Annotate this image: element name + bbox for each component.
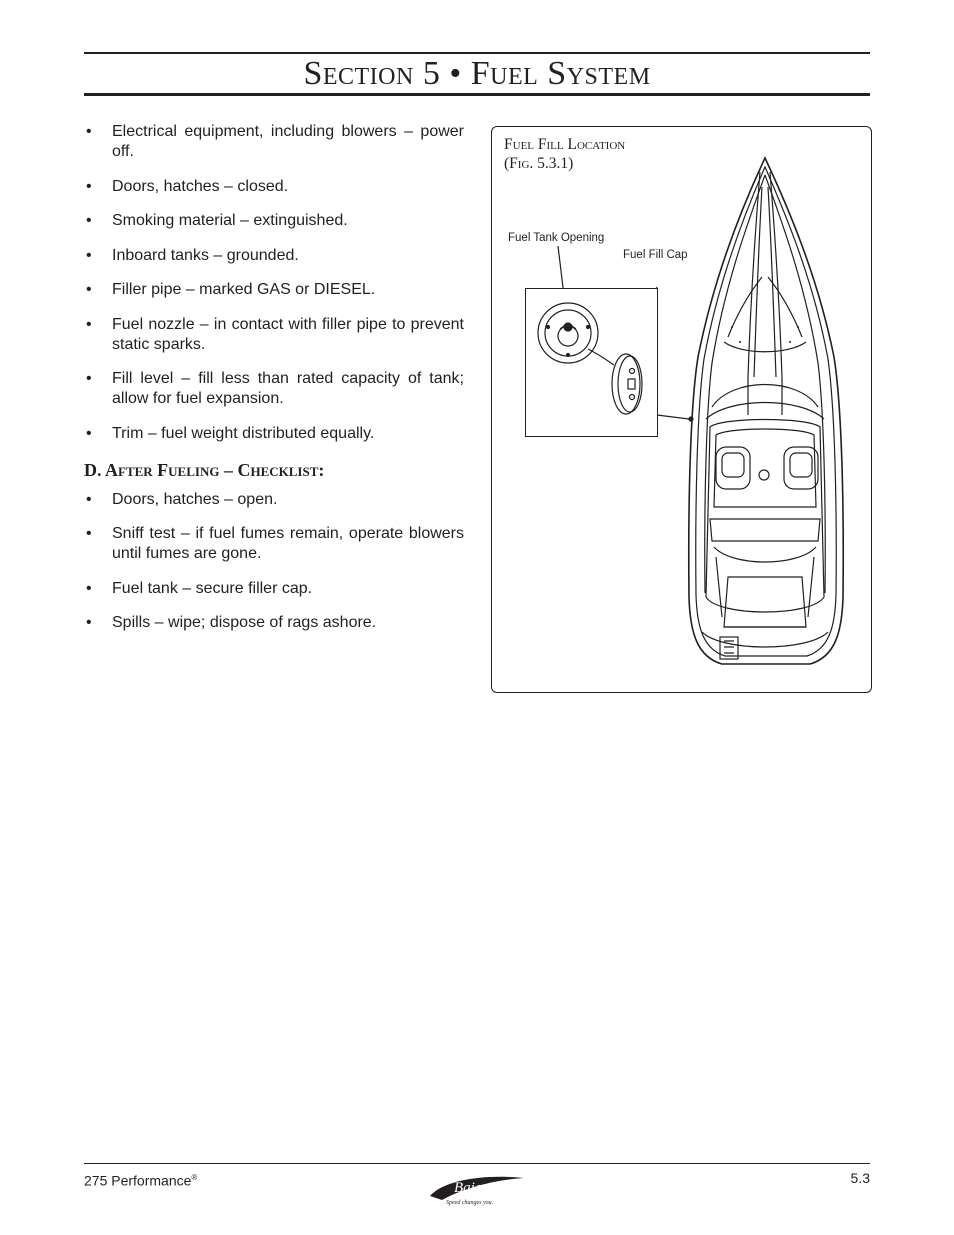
- baja-logo: [424, 1170, 528, 1206]
- fuel-tank-opening-label: Fuel Tank Opening: [508, 232, 605, 244]
- page-title: Section 5 • Fuel System: [303, 55, 651, 92]
- before-fueling-list: [84, 122, 464, 444]
- after-fueling-list: [84, 490, 464, 634]
- logo-wordmark: Baja: [454, 1180, 483, 1196]
- list-item: • Fuel nozzle – in contact with filler pipe to prevent static sparks.: [84, 315, 464, 355]
- list-item: • Electrical equipment, including blowers – power off.: [84, 122, 464, 162]
- list-item: • Smoking material – extinguished.: [84, 211, 464, 231]
- after-fueling-heading: D. After Fueling – Checklist:: [84, 459, 325, 480]
- checklist-column: [84, 122, 464, 648]
- page-number: 5.3: [850, 1170, 870, 1186]
- logo-tagline: Speed changes you.: [446, 1200, 494, 1206]
- registered-mark: ®: [191, 1173, 198, 1182]
- header-rule-bottom: [84, 93, 870, 96]
- list-item: • Sniff test – if fuel fumes remain, operate blowers until fumes are gone.: [84, 524, 464, 564]
- list-item: • Doors, hatches – closed.: [84, 177, 464, 197]
- footer-model: 275 Performance®: [84, 1172, 198, 1189]
- figure-caption-title: Fuel Fill Location: [504, 136, 626, 153]
- list-item: • Fill level – fill less than rated capacity of tank; allow for fuel expansion.: [84, 369, 464, 409]
- fuel-fill-detail-inset: [525, 288, 658, 437]
- list-item: • Trim – fuel weight distributed equally.: [84, 424, 464, 444]
- footer-rule: [84, 1163, 870, 1164]
- fuel-cap-detail-illustration: [526, 289, 659, 438]
- list-item: • Doors, hatches – open.: [84, 490, 464, 510]
- figure-caption-number: (Fig. 5.3.1): [504, 155, 574, 172]
- list-item: • Fuel tank – secure filler cap.: [84, 579, 464, 599]
- fuel-fill-figure: [491, 126, 872, 693]
- fuel-fill-cap-label: Fuel Fill Cap: [623, 249, 688, 261]
- list-item: • Filler pipe – marked GAS or DIESEL.: [84, 280, 464, 300]
- list-item: • Spills – wipe; dispose of rags ashore.: [84, 613, 464, 633]
- list-item: • Inboard tanks – grounded.: [84, 246, 464, 266]
